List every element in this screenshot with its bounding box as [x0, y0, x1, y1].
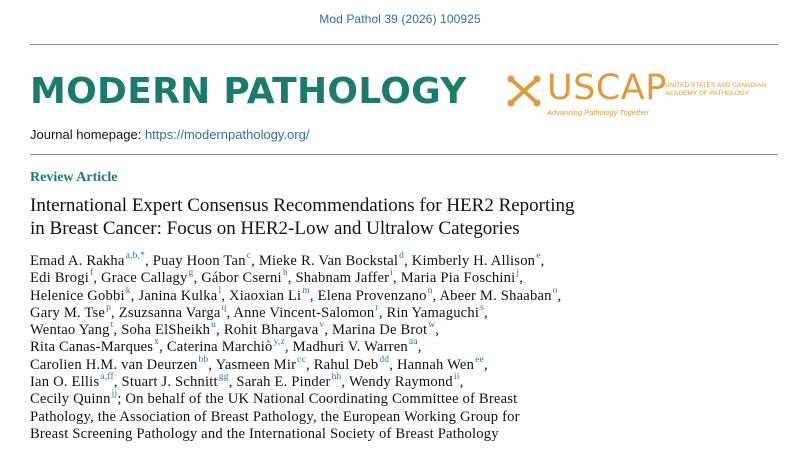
affiliation-link[interactable]: r	[375, 302, 379, 313]
author-name: Wentao Yang	[30, 322, 110, 339]
affiliation-link[interactable]: cc	[297, 354, 306, 365]
author-separator: ,	[159, 339, 167, 356]
author-separator: ,	[284, 339, 293, 356]
author-separator: ,	[145, 253, 153, 269]
author-separator: ; On behalf of the UK National Coordinating Committee of Breast	[117, 391, 518, 408]
author-line	[30, 374, 790, 391]
author-separator: ,	[193, 270, 202, 287]
affiliation-link[interactable]: v	[319, 320, 325, 331]
author-separator: ,	[221, 287, 229, 304]
affiliation-link[interactable]: o	[552, 285, 558, 296]
author-separator: ,	[483, 356, 488, 373]
author-list	[30, 253, 790, 443]
author-name: Rohit Bhargava	[223, 322, 319, 339]
author-name: Rin Yamaguchi	[386, 304, 480, 321]
author-name: Carolien H.M. van Deurzen	[30, 356, 198, 373]
affiliation-link[interactable]: q	[221, 302, 227, 313]
author-name: Madhuri V. Warren	[292, 339, 408, 356]
author-name: Janina Kulka	[138, 287, 218, 304]
author-separator: ,	[309, 287, 318, 304]
author-separator: ,	[389, 356, 397, 373]
author-separator: ,	[306, 356, 314, 373]
author-separator: ,	[113, 322, 122, 339]
author-separator: ,	[111, 304, 119, 321]
affiliation-link[interactable]: gg	[218, 372, 229, 383]
author-separator: ,	[378, 304, 387, 321]
article-title	[30, 194, 790, 240]
affiliation-link[interactable]: d	[399, 251, 405, 261]
author-separator: ,	[459, 374, 464, 391]
author-line	[30, 253, 790, 270]
article-title-line: International Expert Consensus Recommendations for HER2 Reporting	[30, 195, 575, 216]
author-line	[30, 426, 790, 443]
author-separator: ,	[93, 270, 102, 287]
author-name: Hannah Wen	[396, 356, 475, 373]
author-name: Rita Canas-Marques	[30, 339, 154, 356]
author-separator: ,	[557, 287, 562, 304]
affiliation-link[interactable]: g	[188, 268, 194, 279]
author-name: Breast Screening Pathology and the International Society of Breast Pathology	[30, 425, 499, 442]
author-name: Soha ElSheikh	[121, 322, 211, 339]
author-name: Kimberly H. Allison	[411, 253, 536, 269]
author-name: Rahul Deb	[313, 356, 379, 373]
author-name: Elena Provenzano	[317, 287, 427, 304]
author-name: Helenice Gobbi	[30, 287, 125, 304]
divider-middle	[30, 154, 778, 155]
author-separator: ,	[287, 270, 296, 287]
author-line	[30, 339, 790, 356]
author-separator: ,	[404, 253, 412, 269]
author-name: Xiaoxian Li	[229, 287, 302, 304]
affiliation-link[interactable]: s	[480, 302, 485, 313]
author-name: Stuart J. Schnitt	[121, 374, 218, 391]
affiliation-link[interactable]: bb	[198, 354, 209, 365]
logo-side-line: UNITED STATES AND CANADIAN	[665, 82, 766, 89]
affiliation-link[interactable]: m	[302, 285, 310, 296]
author-separator: ,	[113, 374, 122, 391]
author-name: Caterina Marchiò	[166, 339, 273, 356]
affiliation-link[interactable]: i	[390, 268, 394, 279]
author-line	[30, 354, 790, 374]
author-name: Gary M. Tse	[30, 304, 106, 321]
uscap-logo-icon	[505, 72, 543, 110]
author-name: Marina De Brot	[332, 322, 428, 339]
affiliation-link[interactable]: w	[428, 320, 436, 331]
author-line	[30, 285, 790, 305]
author-separator: ,	[519, 270, 524, 287]
author-separator: ,	[432, 287, 440, 304]
author-separator: ,	[341, 374, 349, 391]
affiliation-link[interactable]: ee	[475, 354, 484, 365]
logo-side-line: ACADEMY OF PATHOLOGY	[665, 89, 750, 97]
affiliation-link[interactable]: jj	[111, 389, 118, 400]
author-name: Emad A. Rakha	[30, 253, 125, 269]
affiliation-link[interactable]: h	[282, 268, 288, 279]
homepage-label: Journal homepage:	[30, 127, 142, 142]
author-separator: ,	[484, 304, 488, 321]
affiliation-link[interactable]: l	[218, 285, 222, 296]
author-separator: ,	[208, 356, 216, 373]
author-name: Sarah E. Pinder	[236, 374, 331, 391]
author-name: Cecily Quinn	[30, 391, 111, 408]
affiliation-link[interactable]: j	[516, 268, 520, 279]
homepage-link[interactable]: https://modernpathology.org/	[144, 127, 310, 142]
affiliation-link[interactable]: e	[536, 251, 541, 261]
author-separator: ,	[251, 253, 259, 269]
affiliation-link[interactable]: c	[246, 251, 252, 261]
affiliation-link[interactable]: n	[427, 285, 433, 296]
affiliation-link[interactable]: hh	[331, 372, 342, 383]
author-name: Ian O. Ellis	[30, 374, 100, 391]
author-separator: ,	[226, 304, 234, 321]
logo-wordmark: USCAP	[547, 68, 667, 108]
author-separator: ,	[228, 374, 237, 391]
author-line	[30, 391, 790, 408]
author-separator: ,	[130, 287, 139, 304]
uscap-logo	[505, 70, 775, 118]
journal-citation[interactable]: Mod Pathol 39 (2026) 100925	[319, 12, 481, 26]
author-name: Edi Brogi	[30, 270, 89, 287]
affiliation-link[interactable]: p	[106, 302, 112, 313]
affiliation-link[interactable]: t	[110, 320, 114, 331]
affiliation-link[interactable]: ii	[453, 372, 460, 383]
author-separator: ,	[417, 339, 422, 356]
affiliation-link[interactable]: f	[89, 268, 94, 279]
author-line	[30, 409, 790, 426]
divider-top	[30, 44, 778, 45]
author-separator: ,	[324, 322, 333, 339]
author-name: Abeer M. Shaaban	[439, 287, 552, 304]
author-name: Zsuzsanna Varga	[118, 304, 221, 321]
affiliation-link[interactable]: a,ff	[100, 372, 114, 383]
affiliation-link[interactable]: u	[211, 320, 217, 331]
author-name: Grace Callagy	[101, 270, 188, 287]
affiliation-link[interactable]: dd	[379, 354, 390, 365]
article-type: Review Article	[30, 170, 118, 185]
author-separator: ,	[540, 253, 545, 269]
author-name: Mieke R. Van Bockstal	[258, 253, 399, 269]
affiliation-link[interactable]: a,b,*	[125, 251, 146, 261]
author-name: Pathology, the Association of Breast Pathology, the European Working Group for	[30, 408, 520, 425]
journal-title: MODERN PATHOLOGY	[30, 71, 467, 112]
author-name: Anne Vincent-Salomon	[233, 304, 375, 321]
article-title-line: in Breast Cancer: Focus on HER2-Low and Ultralow Categories	[30, 218, 520, 239]
author-name: Yasmeen Mir	[215, 356, 297, 373]
author-name: Maria Pia Foschini	[400, 270, 516, 287]
author-name: Shabnam Jaffer	[295, 270, 390, 287]
author-name: Gábor Cserni	[201, 270, 282, 287]
journal-homepage	[30, 127, 309, 142]
author-line	[30, 270, 790, 287]
author-separator: ,	[435, 322, 440, 339]
affiliation-link[interactable]: k	[125, 285, 131, 296]
logo-side-text	[665, 82, 766, 97]
logo-tagline: Advancing Pathology Together	[547, 108, 649, 117]
author-line	[30, 302, 790, 322]
author-separator: ,	[216, 322, 224, 339]
affiliation-link[interactable]: x	[154, 337, 160, 348]
affiliation-link[interactable]: aa	[408, 337, 418, 348]
author-name: Wendy Raymond	[348, 374, 453, 391]
affiliation-link[interactable]: y,z	[273, 337, 285, 348]
author-name: Puay Hoon Tan	[152, 253, 246, 269]
author-separator: ,	[393, 270, 401, 287]
